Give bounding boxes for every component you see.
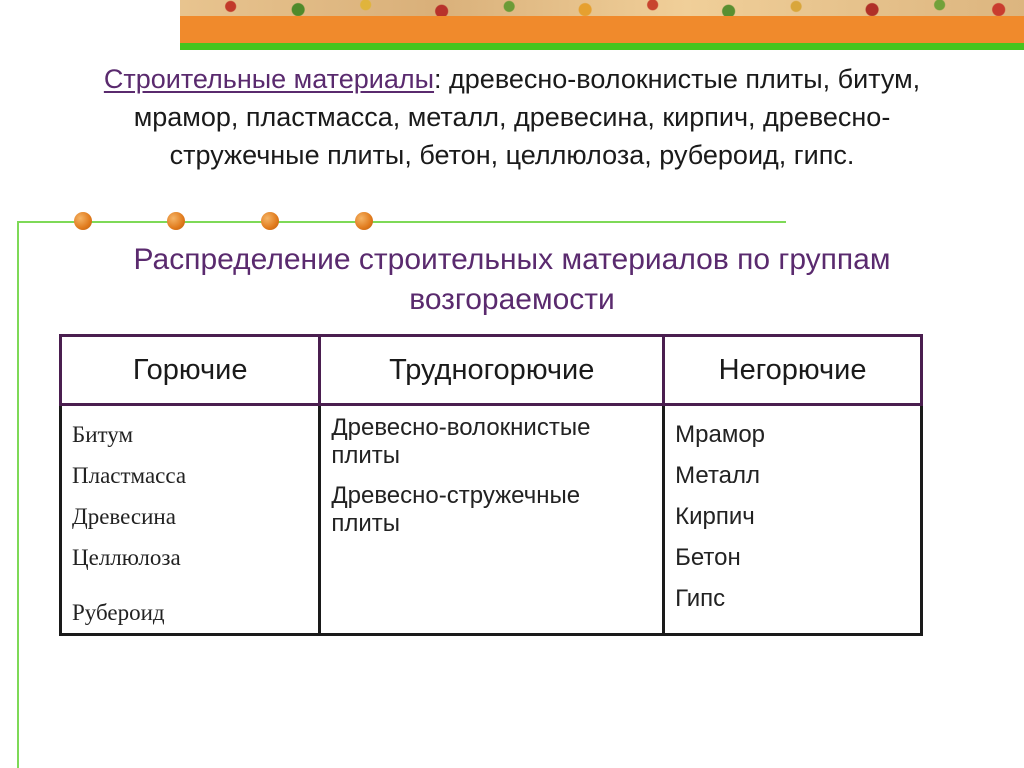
list-item: Кирпич xyxy=(675,503,755,530)
list-item: Рубероид xyxy=(72,600,165,625)
header-hard-combustible: Трудногорючие xyxy=(320,336,664,405)
page-subtitle: Распределение строительных материалов по группам возгораемости xyxy=(133,243,891,316)
list-item: Древесина xyxy=(72,504,176,529)
green-divider-vertical xyxy=(17,222,19,768)
cell-hard-combustible xyxy=(320,405,664,635)
list-item: Битум xyxy=(72,422,134,447)
header-combustible: Горючие xyxy=(61,336,320,405)
cell-noncombustible xyxy=(664,405,922,635)
list-item: Древесно-стружечные плиты xyxy=(331,482,581,537)
list-item: Мрамор xyxy=(675,421,766,448)
list-item: Гипс xyxy=(675,585,726,612)
green-divider-horizontal xyxy=(17,221,786,223)
materials-intro xyxy=(60,60,964,174)
intro-text: : древесно-волокнистые плиты, битум, мрамор, пластмасса, металл, древесина, кирпич, древесно-стружечные плиты, бетон, целлюлоза, рубероид, гипс. xyxy=(133,64,921,170)
green-bar xyxy=(180,43,1024,50)
cell-combustible xyxy=(61,405,320,635)
orange-bar xyxy=(180,16,1024,43)
flammability-table xyxy=(59,334,923,636)
bullet-dot xyxy=(261,212,279,230)
list-item: Металл xyxy=(675,462,761,489)
bullet-dot xyxy=(74,212,92,230)
table-header-row xyxy=(61,336,922,405)
list-item: Древесно-волокнистые плиты xyxy=(331,414,591,469)
table-row xyxy=(61,405,922,635)
list-item: Пластмасса xyxy=(72,463,187,488)
bullet-dot xyxy=(167,212,185,230)
list-item: Целлюлоза xyxy=(72,545,181,570)
intro-label-link[interactable]: Строительные материалы xyxy=(103,64,435,94)
list-item: Бетон xyxy=(675,544,741,571)
bullet-dot xyxy=(355,212,373,230)
decorative-banner xyxy=(180,0,1024,16)
header-noncombustible: Негорючие xyxy=(664,336,922,405)
